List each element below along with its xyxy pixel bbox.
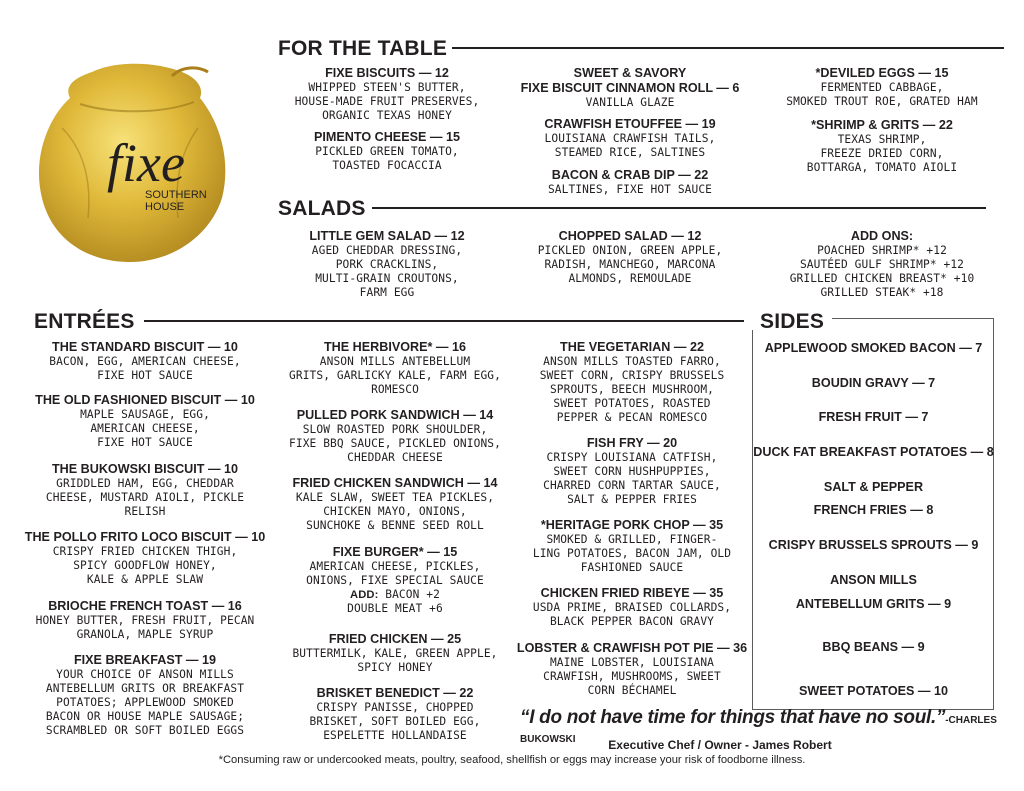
menu-item: SWEET & SAVORY FIXE BISCUIT CINNAMON ROLL — 6 VANILLA GLAZE xyxy=(520,66,740,109)
menu-item: FRIED CHICKEN SANDWICH — 14 KALE SLAW, SWEET TEA PICKLES, CHICKEN MAYO, ONIONS, SUNCHOKE & BENNE SEED ROLL xyxy=(292,476,498,532)
side-item: ANTEBELLUM GRITS — 9 xyxy=(795,597,952,611)
section-sides: SIDES xyxy=(760,310,825,333)
menu-item: PULLED PORK SANDWICH — 14 SLOW ROASTED PORK SHOULDER, FIXE BBQ SAUCE, PICKLED ONIONS, CHEDDAR CHEESE xyxy=(289,408,501,464)
menu-item: CHICKEN FRIED RIBEYE — 35 USDA PRIME, BRAISED COLLARDS, BLACK PEPPER BACON GRAVY xyxy=(532,586,732,628)
quote-text: “I do not have time for things that have no soul.” xyxy=(520,707,946,728)
logo-wordmark: fixe xyxy=(107,133,185,193)
side-item: BOUDIN GRAVY — 7 xyxy=(811,376,936,390)
menu-item: THE VEGETARIAN — 22 ANSON MILLS TOASTED FARRO, SWEET CORN, CRISPY BRUSSELS SPROUTS, BEECH MUSHROOM, SWEET POTATOES, ROASTED PEPPER & PECAN ROMESCO xyxy=(539,340,725,424)
section-salads: SALADS xyxy=(278,197,366,220)
side-item: SWEET POTATOES — 10 xyxy=(798,684,949,698)
menu-item: FIXE BURGER* — 15 AMERICAN CHEESE, PICKLES, ONIONS, FIXE SPECIAL SAUCE ADD: BACON +2 DOUBLE MEAT +6 xyxy=(306,545,484,615)
section-for-the-table: FOR THE TABLE xyxy=(278,37,448,60)
side-item: CRISPY BRUSSELS SPROUTS — 9 xyxy=(768,538,979,552)
side-item: FRENCH FRIES — 8 xyxy=(813,503,934,517)
side-item: ANSON MILLS xyxy=(830,573,917,587)
menu-item: BACON & CRAB DIP — 22 SALTINES, FIXE HOT SAUCE xyxy=(547,168,713,196)
menu-item: FIXE BREAKFAST — 19 YOUR CHOICE OF ANSON MILLS ANTEBELLUM GRITS OR BREAKFAST POTATOES; APPLEWOOD SMOKED BACON OR HOUSE MAPLE SAUSAGE; SCRAMBLED OR SOFT BOILED EGGS xyxy=(45,653,245,737)
menu-item: *DEVILED EGGS — 15 FERMENTED CABBAGE, SMOKED TROUT ROE, GRATED HAM xyxy=(786,66,978,108)
chef-credit: Executive Chef / Owner - James Robert xyxy=(608,738,832,752)
quote-author: -CHARLES BUKOWSKI xyxy=(520,715,997,745)
menu-item: THE BUKOWSKI BISCUIT — 10 GRIDDLED HAM, EGG, CHEDDAR CHEESE, MUSTARD AIOLI, PICKLE RELISH xyxy=(45,462,245,518)
side-item: DUCK FAT BREAKFAST POTATOES — 8 xyxy=(753,445,994,459)
divider xyxy=(372,207,986,209)
divider xyxy=(144,320,744,322)
menu-item: *SHRIMP & GRITS — 22 TEXAS SHRIMP, FREEZE DRIED CORN, BOTTARGA, TOMATO AIOLI xyxy=(806,118,958,174)
disclaimer: *Consuming raw or undercooked meats, poultry, seafood, shellfish or eggs may increase your risk of foodborne illness. xyxy=(218,754,806,766)
menu-item: THE HERBIVORE* — 16 ANSON MILLS ANTEBELLUM GRITS, GARLICKY KALE, FARM EGG, ROMESCO xyxy=(289,340,501,396)
divider xyxy=(452,47,1004,49)
logo xyxy=(22,58,244,266)
side-item: SALT & PEPPER xyxy=(823,480,924,494)
menu-item: FIXE BISCUITS — 12 WHIPPED STEEN'S BUTTER, HOUSE-MADE FRUIT PRESERVES, ORGANIC TEXAS HONEY xyxy=(294,66,480,122)
menu-item: LOBSTER & CRAWFISH POT PIE — 36 MAINE LOBSTER, LOUISIANA CRAWFISH, MUSHROOMS, SWEET CORN BÉCHAMEL xyxy=(516,641,748,697)
logo-subtitle: SOUTHERN HOUSE xyxy=(145,189,207,213)
side-item: APPLEWOOD SMOKED BACON — 7 xyxy=(764,341,983,355)
menu-item: FRIED CHICKEN — 25 BUTTERMILK, KALE, GREEN APPLE, SPICY HONEY xyxy=(292,632,498,674)
menu-item: FISH FRY — 20 CRISPY LOUISIANA CATFISH, SWEET CORN HUSHPUPPIES, CHARRED CORN TARTAR SAUCE, SALT & PEPPER FRIES xyxy=(543,436,721,506)
menu-item: BRISKET BENEDICT — 22 CRISPY PANISSE, CHOPPED BRISKET, SOFT BOILED EGG, ESPELETTE HOLLANDAISE xyxy=(309,686,481,742)
menu-item: THE OLD FASHIONED BISCUIT — 10 MAPLE SAUSAGE, EGG, AMERICAN CHEESE, FIXE HOT SAUCE xyxy=(35,393,255,449)
menu-item: *HERITAGE PORK CHOP — 35 SMOKED & GRILLED, FINGER- LING POTATOES, BACON JAM, OLD FASHIONED SAUCE xyxy=(532,518,732,574)
menu-item: BRIOCHE FRENCH TOAST — 16 HONEY BUTTER, FRESH FRUIT, PECAN GRANOLA, MAPLE SYRUP xyxy=(35,599,255,641)
menu-item: THE STANDARD BISCUIT — 10 BACON, EGG, AMERICAN CHEESE, FIXE HOT SAUCE xyxy=(49,340,241,382)
side-item: BBQ BEANS — 9 xyxy=(822,640,925,654)
menu-item: LITTLE GEM SALAD — 12 AGED CHEDDAR DRESSING, PORK CRACKLINS, MULTI-GRAIN CROUTONS, FARM EGG xyxy=(309,229,465,299)
menu-item: PIMENTO CHEESE — 15 PICKLED GREEN TOMATO, TOASTED FOCACCIA xyxy=(313,130,461,172)
menu-item: ADD ONS: POACHED SHRIMP* +12 SAUTÉED GULF SHRIMP* +12 GRILLED CHICKEN BREAST* +10 GRILLED STEAK* +18 xyxy=(789,229,975,299)
side-item: FRESH FRUIT — 7 xyxy=(818,410,929,424)
menu-item: THE POLLO FRITO LOCO BISCUIT — 10 CRISPY FRIED CHICKEN THIGH, SPICY GOODFLOW HONEY, KALE & APPLE SLAW xyxy=(24,530,266,586)
menu-item: CRAWFISH ETOUFFEE — 19 LOUISIANA CRAWFISH TAILS, STEAMED RICE, SALTINES xyxy=(544,117,716,159)
add-label: ADD: xyxy=(350,589,379,601)
section-entrees: ENTRÉES xyxy=(34,310,135,333)
menu-item: CHOPPED SALAD — 12 PICKLED ONION, GREEN APPLE, RADISH, MANCHEGO, MARCONA ALMONDS, REMOULADE xyxy=(537,229,723,285)
